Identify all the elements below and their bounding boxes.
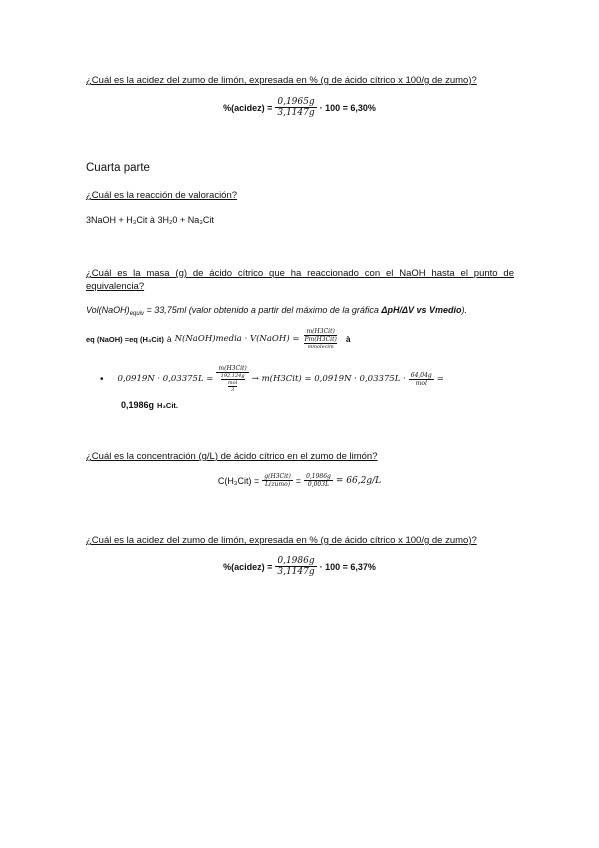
eq-arrow-1: à — [166, 334, 172, 344]
bullet-result-value: 0,1986g — [121, 400, 155, 410]
equivalence-line — [86, 328, 351, 350]
eq-frac-den-den: mmolecim — [307, 344, 334, 350]
volume-line — [86, 305, 467, 317]
eq-frac-den-num: Pm(H3Cit) — [304, 336, 337, 343]
eq1-fraction — [275, 97, 316, 118]
eq4-f1-num: g(H3Cit) — [264, 473, 291, 480]
reaction-equation: 3NaOH + H₃Cit à 3H₂0 + Na₃Cit — [86, 215, 214, 225]
bullet-c: → m(H3Cit) = 0,0919N · 0,03375L · — [251, 374, 406, 384]
eq1-result: · 100 = 6,30% — [319, 102, 376, 113]
bullet-fraction-1 — [216, 365, 248, 393]
eq5-fraction — [275, 556, 316, 577]
bullet-result-unit: H₃Cit. — [157, 400, 178, 410]
vol-end: ). — [461, 305, 468, 315]
eq5-numerator: 0,1986g — [277, 556, 315, 566]
bullet-e: = — [436, 374, 444, 384]
bullet-frac2-num: 64,04g — [410, 371, 432, 379]
bullet-frac1-den — [219, 373, 247, 393]
vol-prefix: Vol(NaOH) — [86, 305, 130, 315]
bullet-frac1-den2: mol — [227, 380, 238, 386]
eq5-denominator: 3,1147g — [277, 567, 315, 577]
eq4-f2-den: 0,003L — [307, 481, 330, 488]
eq1-numerator: 0,1965g — [277, 97, 315, 107]
eq4-f1-den: L(zumo) — [265, 481, 291, 488]
eq-left: eq (NaOH) =eq (H₃Cit) — [86, 334, 164, 344]
question-acidez-1: ¿Cuál es la acidez del zumo de limón, expresada en % (g de ácido cítrico x 100/g de zumo)? — [86, 75, 477, 86]
question-reaccion: ¿Cuál es la reacción de valoración? — [86, 190, 238, 201]
eq4-fraction-1 — [262, 473, 293, 488]
bullet-a: 0,0919N · 0,03375L = — [117, 374, 214, 384]
equation-concentracion — [0, 473, 599, 488]
eq4-equals: = — [295, 475, 302, 486]
eq4-fraction-2 — [304, 473, 333, 488]
vol-bold: ΔpH/ΔV vs Vmedio — [381, 305, 462, 315]
question-acidez-2: ¿Cuál es la acidez del zumo de limón, expresada en % (g de ácido cítrico x 100/g de zumo)? — [86, 535, 477, 546]
bullet-frac1-den1: 192,124g — [220, 373, 245, 379]
section-title: Cuarta parte — [86, 162, 150, 174]
equation-acidez-2 — [0, 556, 599, 577]
bullet-frac2-den: mol — [415, 379, 427, 387]
bullet-frac1-den3: 3 — [230, 387, 235, 393]
eq4-result: = 66,2g/L — [335, 475, 382, 486]
eq-fraction — [302, 328, 338, 350]
bullet-line — [100, 365, 444, 393]
equation-acidez-1 — [0, 97, 599, 118]
bullet-dot: • — [100, 373, 104, 385]
bullet-fraction-2 — [409, 372, 434, 387]
vol-rest: = 33,75ml (valor obtenido a partir del máximo de la gráfica — [144, 305, 382, 315]
bullet-frac1-num: m(H3Cit) — [218, 365, 247, 372]
question-masa: ¿Cuál es la masa (g) de ácido cítrico que ha reaccionado con el NaOH hasta el punto de equivalencia? — [86, 268, 514, 292]
eq-arrow-2: à — [345, 334, 351, 344]
bullet-result — [121, 400, 178, 410]
eq4-f2-num: 0,1986g — [306, 473, 331, 480]
question-concentracion: ¿Cuál es la concentración (g/L) de ácido cítrico en el zumo de limón? — [86, 451, 378, 462]
eq5-result: · 100 = 6,37% — [319, 561, 376, 572]
eq-mid: N(NaOH)media · V(NaOH) = — [174, 334, 300, 344]
vol-sub: equiv — [129, 311, 145, 317]
eq1-lhs: %(acidez) = — [223, 102, 273, 113]
eq4-lhs: C(H₃Cit) = — [217, 475, 260, 486]
eq1-denominator: 3,1147g — [277, 108, 315, 118]
eq5-lhs: %(acidez) = — [223, 561, 273, 572]
eq-frac-num: m(H3Cit) — [306, 328, 335, 335]
eq-frac-den — [302, 336, 338, 350]
